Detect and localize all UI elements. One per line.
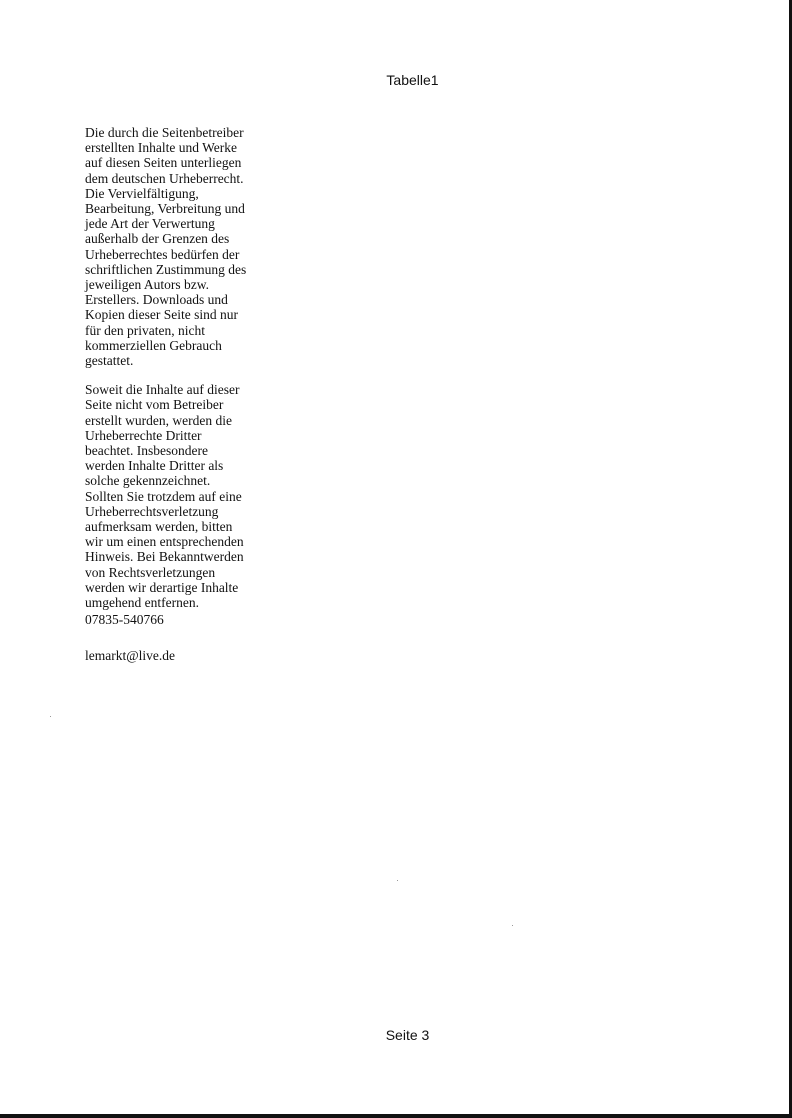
phone-number: 07835-540766 [85, 612, 164, 628]
text-line: umgehend entfernen. [85, 595, 199, 611]
text-line: jeweiligen Autors bzw. [85, 277, 209, 293]
email-address: lemarkt@live.de [85, 647, 176, 663]
text-line: Die durch die Seitenbetreiber [85, 125, 244, 140]
text-line: Soweit die Inhalte auf dieser [85, 382, 240, 398]
page-header-title: Tabelle1 [386, 72, 439, 88]
text-line: schriftlichen Zustimmung des [85, 261, 247, 277]
text-line: Sollten Sie trotzdem auf eine [85, 488, 242, 504]
text-line: Die Vervielfältigung, [85, 185, 199, 201]
third-party-paragraph [85, 382, 260, 610]
text-line: Bearbeitung, Verbreitung und [85, 201, 245, 217]
text-line: Urheberrechtsverletzung [85, 503, 219, 519]
text-line: jede Art der Verwertung [85, 216, 215, 232]
text-line: von Rechtsverletzungen [85, 564, 216, 580]
scan-speck [50, 716, 51, 717]
text-line: Urheberrechtes bedürfen der [85, 246, 240, 262]
paragraph-spacer [85, 368, 260, 382]
text-line: Seite nicht vom Betreiber [85, 397, 224, 413]
text-line: Erstellers. Downloads und [85, 292, 228, 308]
text-line: wir um einen entsprechenden [85, 534, 244, 550]
text-line: dem deutschen Urheberrecht. [85, 170, 244, 186]
text-line: werden wir derartige Inhalte [85, 579, 239, 595]
table-cell-text [85, 125, 260, 663]
text-line: auf diesen Seiten unterliegen [85, 155, 242, 171]
text-line: erstellt wurden, werden die [85, 412, 232, 428]
page-footer-number: Seite 3 [385, 1027, 430, 1043]
scan-speck [512, 925, 513, 926]
text-line: kommerziellen Gebrauch [85, 337, 222, 353]
scan-edge-bottom [0, 1114, 792, 1118]
text-line: aufmerksam werden, bitten [85, 519, 233, 535]
text-line: werden Inhalte Dritter als [85, 458, 224, 474]
text-line: Urheberrechte Dritter [85, 427, 202, 443]
text-line: Kopien dieser Seite sind nur [85, 307, 238, 323]
text-line: gestattet. [85, 353, 134, 369]
text-line: solche gekennzeichnet. [85, 473, 211, 489]
text-line: erstellten Inhalte und Werke [85, 140, 237, 156]
scan-speck [397, 880, 398, 881]
text-line: für den privaten, nicht [85, 322, 205, 338]
text-line: beachtet. Insbesondere [85, 443, 208, 459]
text-line: Hinweis. Bei Bekanntwerden [85, 549, 244, 565]
text-line: außerhalb der Grenzen des [85, 231, 230, 247]
copyright-paragraph [85, 125, 260, 368]
